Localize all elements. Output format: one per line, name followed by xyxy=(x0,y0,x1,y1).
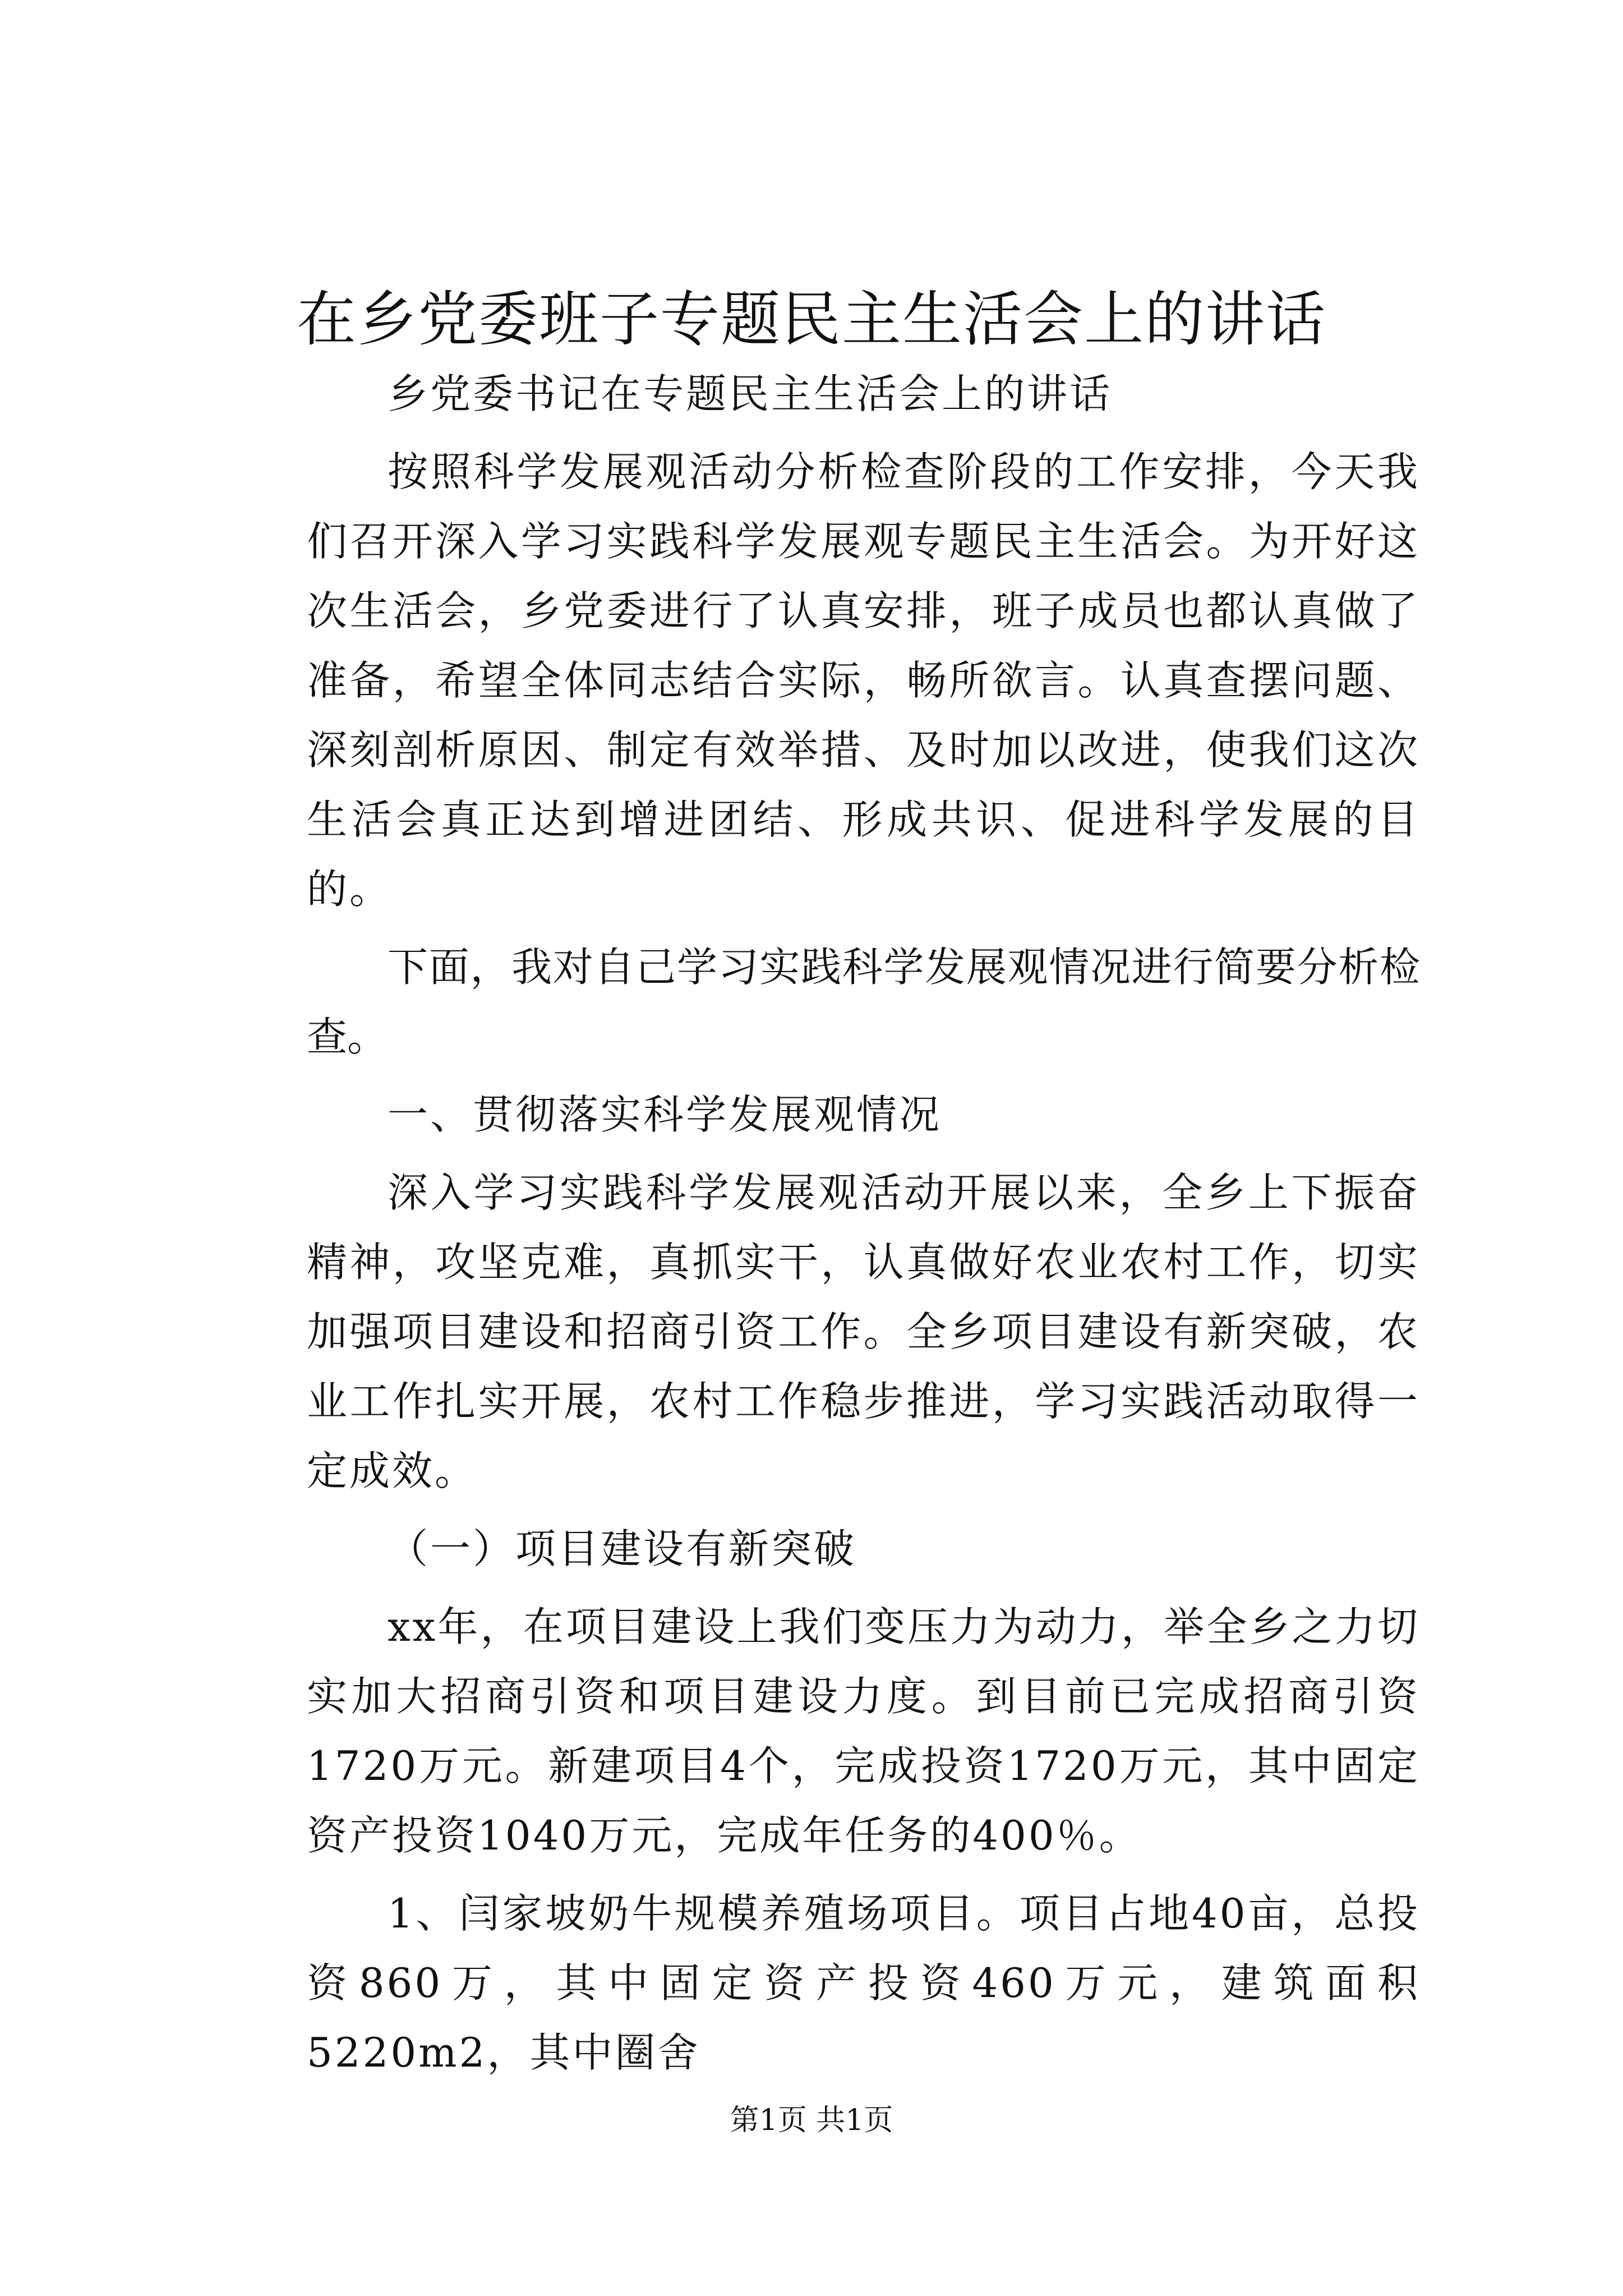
project-construction-paragraph: xx年，在项目建设上我们变压力为动力，举全乡之力切实加大招商引资和项目建设力度。到目前已完成招商引资1720万元。新建项目4个，完成投资1720万元，其中固定资产投资1040万元，完成年任务的400％。 xyxy=(307,1603,1420,1859)
document-body xyxy=(307,359,1420,2096)
overview-paragraph: 深入学习实践科学发展观活动开展以来，全乡上下振奋精神，攻坚克难，真抓实干，认真做好农业农村工作，切实加强项目建设和招商引资工作。全乡项目建设有新突破，农业工作扎实开展，农村工作稳步推进，学习实践活动取得一定成效。 xyxy=(307,1169,1420,1494)
analysis-intro-paragraph: 下面，我对自己学习实践科学发展观情况进行简要分析检查。 xyxy=(307,944,1420,1060)
project-item-1-paragraph: 1、闫家坡奶牛规模养殖场项目。项目占地40亩，总投资860万，其中固定资产投资460万元，建筑面积5220m2，其中圈舍 xyxy=(307,1890,1420,2076)
document-title: 在乡党委班子专题民主生活会上的讲话 xyxy=(297,285,1326,354)
intro-paragraph: 按照科学发展观活动分析检查阶段的工作安排，今天我们召开深入学习实践科学发展观专题民主生活会。为开好这次生活会，乡党委进行了认真安排，班子成员也都认真做了准备，希望全体同志结合实际，畅所欲言。认真查摆问题、深刻剖析原因、制定有效举措、及时加以改进，使我们这次生活会真正达到增进团结、形成共识、促进科学发展的目的。 xyxy=(307,448,1420,913)
subtitle-paragraph: 乡党委书记在专题民主生活会上的讲话 xyxy=(388,370,1113,417)
section-heading-1: 一、贯彻落实科学发展观情况 xyxy=(388,1091,942,1138)
subsection-heading-1: （一）项目建设有新突破 xyxy=(388,1525,857,1572)
page-footer: 第1页 共1页 xyxy=(730,2104,893,2137)
